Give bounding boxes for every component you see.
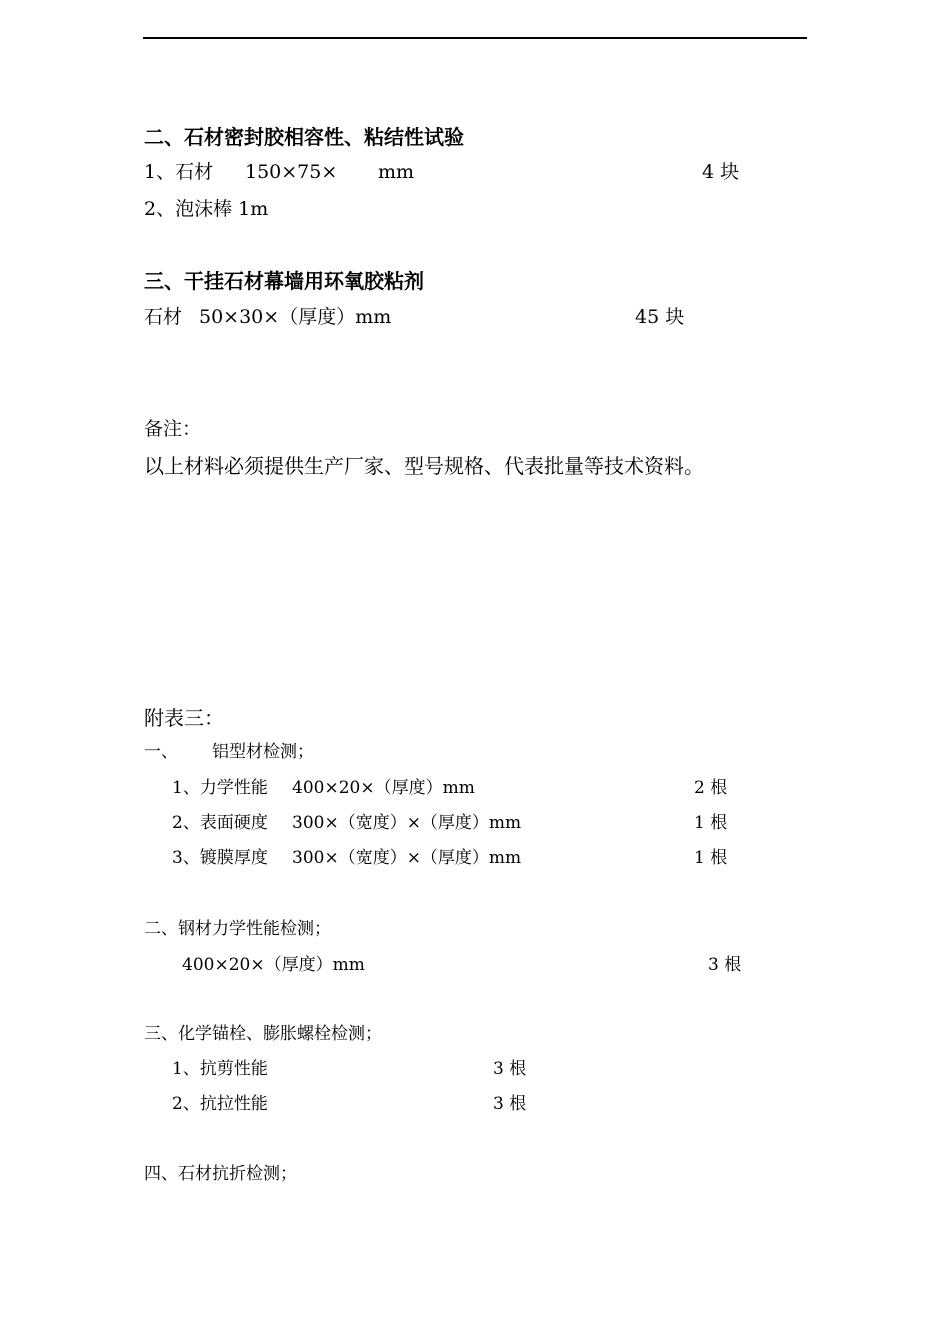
appendix3-title: 附表三： [144,706,224,730]
header-rule [143,37,807,39]
group3-item2-label: 2、抗拉性能 [172,1094,268,1114]
section3-item-label: 石材 [144,306,183,328]
section2-item1-qty: 4 块 [702,161,740,183]
group3-item2-qty: 3 根 [493,1094,527,1114]
group3-item1-qty: 3 根 [493,1059,527,1079]
group1-item2-label: 2、表面硬度 [172,813,268,833]
remark-title: 备注： [144,418,202,440]
group2-title: 二、钢材力学性能检测； [144,919,331,939]
group2-item-qty: 3 根 [708,955,742,975]
group1-item1-label: 1、力学性能 [172,778,268,798]
section2-item1-unit: mm [378,161,415,183]
group1-title: 铝型材检测； [212,742,314,762]
section2-item1-spec: 150×75× [245,161,338,183]
section3-heading: 三、干挂石材幕墙用环氧胶粘剂 [144,269,424,293]
section2-item2-label: 2、泡沫棒 1m [144,198,269,220]
group4-title: 四、石材抗折检测； [144,1164,297,1184]
section3-item-spec: 50×30×（厚度）mm [199,306,392,328]
remark-text: 以上材料必须提供生产厂家、型号规格、代表批量等技术资料。 [144,454,704,478]
section2-heading: 二、石材密封胶相容性、粘结性试验 [144,125,464,149]
group1-item3-spec: 300×（宽度）×（厚度）mm [292,848,522,868]
group1-item1-qty: 2 根 [694,778,728,798]
group1-item2-spec: 300×（宽度）×（厚度）mm [292,813,522,833]
group1-item1-spec: 400×20×（厚度）mm [292,778,475,798]
group2-item-spec: 400×20×（厚度）mm [182,955,365,975]
section3-item-qty: 45 块 [635,306,685,328]
group3-title: 三、化学锚栓、膨胀螺栓检测； [144,1024,382,1044]
group3-item1-label: 1、抗剪性能 [172,1059,268,1079]
section2-item1-label: 1、石材 [144,161,214,183]
group1-item2-qty: 1 根 [694,813,728,833]
group1-item3-qty: 1 根 [694,848,728,868]
group1-label: 一、 [144,742,178,762]
group1-item3-label: 3、镀膜厚度 [172,848,268,868]
